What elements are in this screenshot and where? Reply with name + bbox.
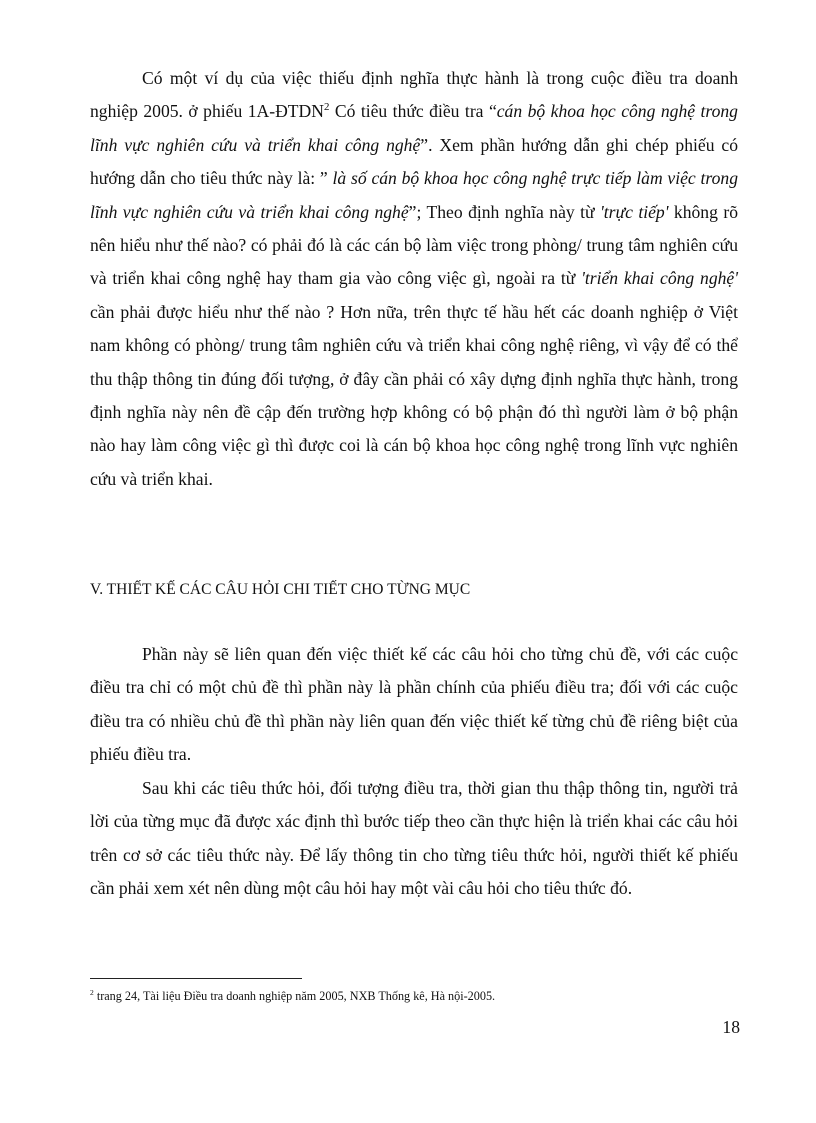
footnote-divider bbox=[90, 978, 302, 979]
page-number: 18 bbox=[722, 1017, 740, 1037]
text-run: ”. Xem phần hướng dẫn ghi chép phiếu có hướng dẫn cho tiêu thức này là: ” bbox=[90, 134, 738, 189]
text-run: Có tiêu thức điều tra “ bbox=[329, 101, 497, 122]
emphasis-text: 'trực tiếp' bbox=[600, 201, 669, 222]
text-run: Có một ví dụ của việc thiếu định nghĩa thực hành là trong cuộc điều tra doanh nghiệp 2005. ở phiếu 1A-ĐTDN bbox=[90, 68, 738, 122]
footnote-marker: 2 bbox=[90, 987, 94, 997]
emphasis-text: 'triển khai công nghệ' bbox=[581, 268, 738, 289]
section-heading: V. THIẾT KẾ CÁC CÂU HỎI CHI TIẾT CHO TỪNG MỤC bbox=[90, 581, 471, 598]
emphasis-text: cán bộ khoa học công nghệ trong lĩnh vực nghiên cứu và triển khai công nghệ bbox=[90, 101, 738, 155]
paragraph-operational-definition-example bbox=[90, 62, 738, 496]
emphasis-text: là số cán bộ khoa học công nghệ trực tiếp làm việc trong lĩnh vực nghiên cứu và triển khai công nghệ bbox=[90, 168, 739, 222]
paragraph-question-design-steps: Sau khi các tiêu thức hỏi, đối tượng điều tra, thời gian thu thập thông tin, người trả lời của từng mục đã được xác định thì bước tiếp theo cần thực hiện là triển khai các câu hỏi trên cơ sở các tiêu thức này. Để lấy thông tin cho từng tiêu thức hỏi, người thiết kế phiếu cần phải xem xét nên dùng một câu hỏi hay một vài câu hỏi cho tiêu thức đó. bbox=[90, 778, 738, 899]
footnote-text: trang 24, Tài liệu Điều tra doanh nghiệp năm 2005, NXB Thống kê, Hà nội-2005. bbox=[93, 989, 496, 1003]
footnote-reference: 2 bbox=[323, 101, 330, 114]
footnote bbox=[90, 988, 495, 1004]
text-run: cần phải được hiểu như thế nào ? Hơn nữa, trên thực tế hầu hết các doanh nghiệp ở Việt nam không có phòng/ trung tâm nghiên cứu và triển khai công nghệ riêng, vì vậy để có thể thu thập thông tin đúng đối tượng, ở đây cần phải có xây dựng định nghĩa thực hành, trong định nghĩa này nên đề cập đến trường hợp không có bộ phận đó thì người làm ở bộ phận nào hay làm công việc gì thì được coi là cán bộ khoa học công nghệ trong lĩnh vực nghiên cứu và triển khai. bbox=[90, 301, 738, 489]
text-run: ”; Theo định nghĩa này từ bbox=[408, 201, 600, 222]
paragraph-question-design-intro: Phần này sẽ liên quan đến việc thiết kế các câu hỏi cho từng chủ đề, với các cuộc điều tra chỉ có một chủ đề thì phần này là phần chính của phiếu điều tra; đối với các cuộc điều tra có nhiều chủ đề thì phần này liên quan đến việc thiết kế từng chủ đề riêng biệt của phiếu điều tra. bbox=[90, 644, 738, 765]
text-run: không rõ nên hiểu như thế nào? có phải đó là các cán bộ làm việc trong phòng/ trung tâm nghiên cứu và triển khai công nghệ hay tham gia vào công việc gì, ngoài ra từ bbox=[90, 201, 738, 289]
